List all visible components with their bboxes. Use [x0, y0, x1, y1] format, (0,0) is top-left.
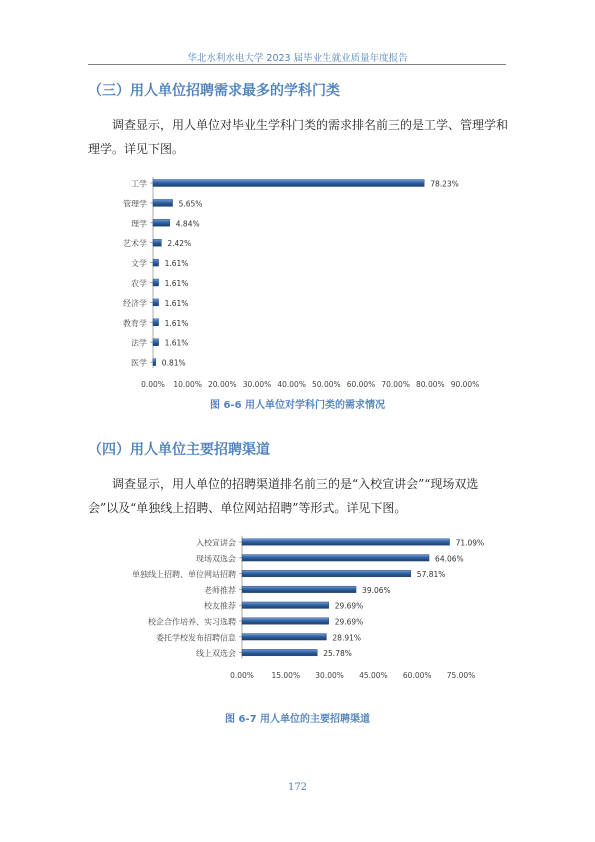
data-label: 71.09% — [455, 538, 485, 548]
data-label: 5.65% — [178, 199, 203, 209]
category-label: 医学 — [131, 358, 147, 368]
page-number: 172 — [287, 782, 308, 793]
bar — [153, 279, 159, 286]
x-tick-label: 60.00% — [346, 380, 376, 389]
category-label: 校企合作培养、实习选聘 — [148, 617, 236, 627]
bar — [242, 539, 450, 546]
data-label: 1.61% — [164, 338, 189, 348]
bar — [153, 219, 170, 226]
x-tick-label: 60.00% — [402, 671, 432, 680]
category-label: 教育学 — [123, 318, 147, 328]
bar — [242, 634, 326, 641]
category-label: 工学 — [131, 179, 147, 189]
data-label: 64.06% — [435, 554, 464, 564]
bar — [153, 319, 159, 326]
category-label: 线上双选会 — [196, 649, 236, 659]
paragraph-disciplines: 调查显示，用人单位对毕业生学科门类的需求排名前三的是工学、管理学和理学。详见下图。 — [88, 118, 509, 156]
x-tick-label: 40.00% — [277, 380, 306, 389]
figure-caption-6-7: 图 6-7 用人单位的主要招聘渠道 — [224, 714, 371, 725]
category-label: 单独线上招聘、单位网站招聘 — [132, 570, 236, 580]
category-label: 校友推荐 — [204, 601, 236, 611]
x-tick-label: 70.00% — [381, 380, 410, 389]
data-label: 78.23% — [430, 179, 459, 189]
data-label: 57.81% — [416, 570, 446, 580]
x-tick-label: 0.00% — [141, 380, 165, 389]
bar — [153, 239, 161, 246]
data-label: 29.69% — [334, 601, 364, 611]
x-tick-label: 50.00% — [312, 380, 341, 389]
bar — [242, 618, 329, 625]
data-label: 39.06% — [362, 585, 391, 595]
header-divider — [88, 64, 506, 65]
x-tick-label: 90.00% — [450, 380, 480, 389]
category-label: 现场双选会 — [196, 554, 236, 564]
bar — [242, 602, 329, 609]
paragraph-channels: 调查显示，用人单位的招聘渠道排名前三的是“入校宣讲会”“现场双选会”以及“单独线上招聘、单位网站招聘”等形式。详见下图。 — [88, 477, 479, 515]
category-label: 老师推荐 — [204, 585, 236, 595]
data-label: 1.61% — [164, 318, 189, 328]
category-label: 委托学校发布招聘信息 — [156, 633, 236, 643]
x-tick-label: 10.00% — [173, 380, 202, 389]
data-label: 4.84% — [175, 219, 200, 229]
x-tick-label: 75.00% — [446, 671, 476, 680]
category-label: 文学 — [131, 259, 147, 269]
data-label: 0.81% — [161, 358, 186, 368]
section-title-channels: （四）用人单位主要招聘渠道 — [88, 442, 270, 458]
x-tick-label: 80.00% — [416, 380, 445, 389]
figure-caption-6-6: 图 6-6 用人单位对学科门类的需求情况 — [209, 400, 386, 411]
category-label: 理学 — [131, 219, 147, 229]
x-tick-label: 45.00% — [359, 671, 388, 680]
bar — [242, 570, 411, 577]
bar — [153, 299, 159, 306]
data-label: 28.91% — [332, 633, 362, 643]
data-label: 1.61% — [164, 298, 189, 308]
x-tick-label: 30.00% — [242, 380, 272, 389]
x-tick-label: 15.00% — [271, 671, 301, 680]
bar — [153, 199, 173, 206]
x-tick-label: 30.00% — [315, 671, 344, 680]
data-label: 1.61% — [164, 259, 189, 269]
category-label: 法学 — [131, 338, 147, 348]
bar — [242, 555, 429, 562]
category-label: 农学 — [131, 279, 147, 288]
data-label: 29.69% — [334, 617, 364, 627]
category-label: 管理学 — [123, 199, 147, 209]
category-label: 入校宣讲会 — [196, 538, 236, 548]
bar — [153, 259, 159, 266]
category-label: 经济学 — [123, 298, 147, 308]
running-header: 华北水利水电大学 2023 届毕业生就业质量年度报告 — [187, 53, 408, 64]
x-tick-label: 20.00% — [208, 380, 237, 389]
bar — [153, 359, 156, 366]
x-tick-label: 0.00% — [230, 671, 254, 680]
bar — [242, 586, 356, 593]
bar — [242, 649, 317, 656]
data-label: 1.61% — [164, 279, 189, 288]
section-title-disciplines: （三）用人单位招聘需求最多的学科门类 — [88, 83, 340, 99]
bar — [153, 339, 159, 346]
category-label: 艺术学 — [123, 239, 147, 249]
data-label: 25.78% — [323, 649, 352, 659]
data-label: 2.42% — [167, 239, 192, 249]
bar — [153, 180, 424, 187]
